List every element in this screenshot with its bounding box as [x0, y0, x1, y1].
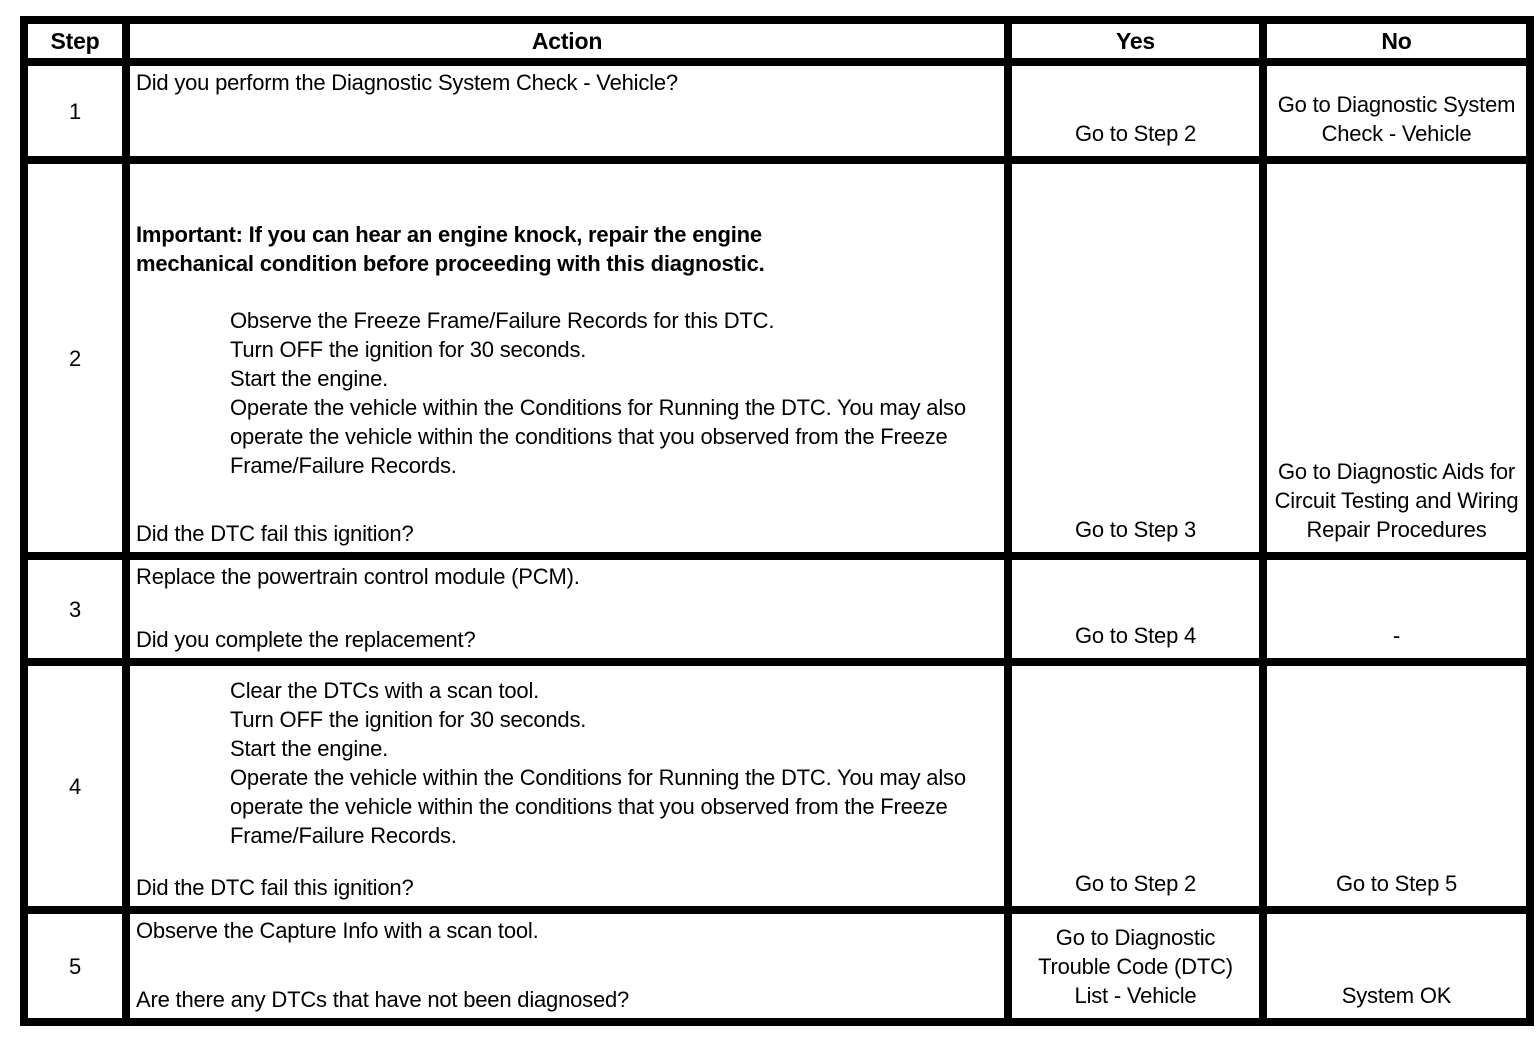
list-item: Operate the vehicle within the Conditions for Running the DTC. You may also operate the vehicle within the conditions that you observed from the Freeze Frame/Failure Records. — [230, 765, 966, 848]
action-question: Did you complete the replacement? — [136, 627, 476, 652]
table-row — [24, 556, 1530, 662]
list-item: Observe the Freeze Frame/Failure Records for this DTC. — [230, 308, 775, 333]
action-instruction-list — [136, 668, 998, 850]
yes-result: Go to Diagnostic Trouble Code (DTC) List - Vehicle — [1008, 910, 1263, 1022]
no-column-header: No — [1263, 20, 1530, 62]
list-item: Start the engine. — [230, 366, 389, 391]
action-content — [136, 562, 998, 654]
diagnostic-procedure-table — [20, 16, 1534, 1026]
table-row — [24, 910, 1530, 1022]
action-cell — [126, 556, 1008, 662]
action-question: Did the DTC fail this ignition? — [136, 875, 414, 900]
important-note: Important: If you can hear an engine knock, repair the engine mechanical condition before proceeding with this diagnostic. — [136, 222, 765, 276]
action-content — [136, 68, 998, 152]
table-row — [24, 160, 1530, 556]
action-cell — [126, 62, 1008, 160]
list-item: Start the engine. — [230, 736, 389, 761]
action-instruction: Observe the Capture Info with a scan tool. — [136, 918, 539, 943]
action-instruction-list — [136, 306, 998, 480]
yes-result: Go to Step 2 — [1008, 62, 1263, 160]
table-row — [24, 662, 1530, 910]
action-instruction: Replace the powertrain control module (PCM). — [136, 564, 580, 589]
list-item: Turn OFF the ignition for 30 seconds. — [230, 707, 587, 732]
list-item: Turn OFF the ignition for 30 seconds. — [230, 337, 587, 362]
action-cell — [126, 160, 1008, 556]
step-number: 4 — [24, 662, 126, 910]
action-content — [136, 166, 998, 548]
action-content — [136, 668, 998, 902]
yes-result: Go to Step 3 — [1008, 160, 1263, 556]
no-result: - — [1263, 556, 1530, 662]
no-result: Go to Diagnostic System Check - Vehicle — [1263, 62, 1530, 160]
table-row — [24, 62, 1530, 160]
action-content — [136, 916, 998, 1014]
yes-column-header: Yes — [1008, 20, 1263, 62]
step-number: 5 — [24, 910, 126, 1022]
list-item: Operate the vehicle within the Conditions for Running the DTC. You may also operate the vehicle within the conditions that you observed from the Freeze Frame/Failure Records. — [230, 395, 966, 478]
action-column-header: Action — [126, 20, 1008, 62]
yes-result: Go to Step 2 — [1008, 662, 1263, 910]
yes-result: Go to Step 4 — [1008, 556, 1263, 662]
step-number: 2 — [24, 160, 126, 556]
no-result: Go to Step 5 — [1263, 662, 1530, 910]
action-cell — [126, 910, 1008, 1022]
action-question: Are there any DTCs that have not been diagnosed? — [136, 987, 630, 1012]
table-header — [24, 20, 1530, 62]
action-question: Did the DTC fail this ignition? — [136, 521, 414, 546]
step-column-header: Step — [24, 20, 126, 62]
step-number: 1 — [24, 62, 126, 160]
action-cell — [126, 662, 1008, 910]
action-question: Did you perform the Diagnostic System Check - Vehicle? — [136, 70, 678, 95]
list-item: Clear the DTCs with a scan tool. — [230, 678, 540, 703]
no-result: System OK — [1263, 910, 1530, 1022]
header-row — [24, 20, 1530, 62]
no-result: Go to Diagnostic Aids for Circuit Testing and Wiring Repair Procedures — [1263, 160, 1530, 556]
step-number: 3 — [24, 556, 126, 662]
